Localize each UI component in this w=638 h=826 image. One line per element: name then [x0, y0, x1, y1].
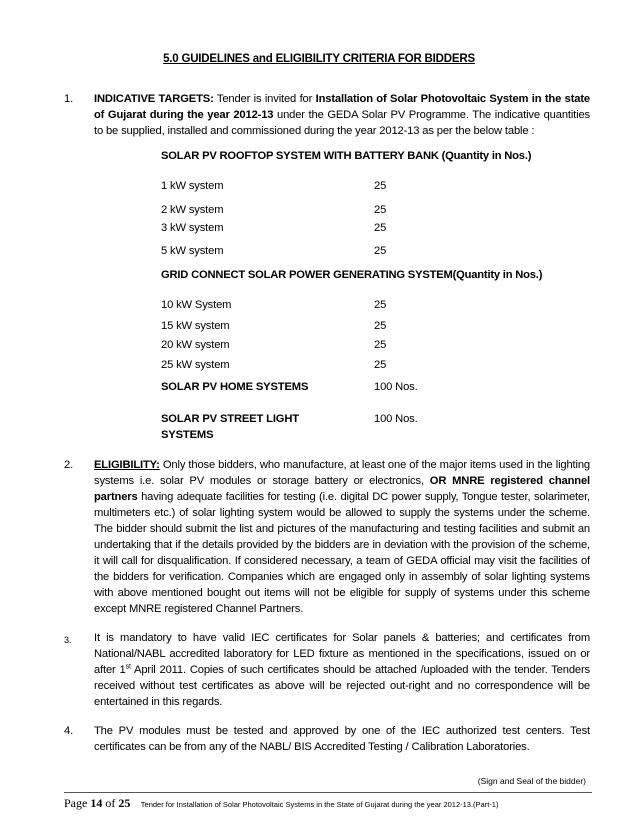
page-footer: [64, 794, 498, 812]
system-cell: 15 kW system: [161, 320, 230, 332]
page-total: 25: [118, 796, 131, 810]
system-cell: SOLAR PV STREET LIGHT: [161, 413, 299, 425]
item-text: Tender is invited for: [213, 93, 316, 105]
system-cell: 5 kW system: [161, 245, 224, 257]
item-eligibility: [66, 457, 590, 617]
qty-cell: 25: [374, 222, 387, 234]
page-title: 5.0 GUIDELINES and ELIGIBILITY CRITERIA FOR BIDDERS: [163, 53, 475, 65]
footer-divider: [64, 792, 592, 793]
item-text: The PV modules must be tested and approved by one of the IEC authorized test centers. Test certificates can be from any of the NABL/ BIS Accredited Testing / Calibration Laboratories.: [94, 725, 590, 753]
system-cell: 20 kW system: [161, 339, 230, 351]
item-pv-modules: [66, 723, 590, 755]
item-number: 1.: [64, 93, 74, 105]
system-cell: 3 kW system: [161, 222, 224, 234]
item-label: INDICATIVE TARGETS:: [94, 93, 214, 105]
tender-title: Tender for Installation of Solar Photovoltaic Systems in the State of Gujarat during the year 2012-13.(Part-1): [140, 800, 499, 809]
qty-cell: 25: [374, 359, 387, 371]
qty-cell: 100 Nos.: [374, 413, 418, 425]
qty-cell: 25: [374, 245, 387, 257]
system-cell: SYSTEMS: [161, 429, 214, 441]
seal-note: (Sign and Seal of the bidder): [477, 776, 586, 786]
grid-connect-section-header: GRID CONNECT SOLAR POWER GENERATING SYSTEM(Quantity in Nos.): [161, 269, 543, 281]
qty-cell: 25: [374, 204, 387, 216]
item-text: It is mandatory to have valid IEC certificates for Solar panels & batteries; and certificates from National/NABL accredited laboratory for LED fixture as mentioned in the specifications, issued on or after 1: [94, 632, 590, 676]
item-number: 3.: [64, 635, 72, 645]
item-number: 4.: [64, 725, 74, 737]
system-cell: SOLAR PV HOME SYSTEMS: [161, 381, 309, 393]
item-label: ELIGIBILITY:: [94, 459, 160, 471]
system-cell: 1 kW system: [161, 180, 224, 192]
qty-cell: 25: [374, 180, 387, 192]
system-cell: 2 kW system: [161, 204, 224, 216]
item-text: April 2011. Copies of such certificates should be attached /uploaded with the tender. Tenders received without test certificates as above will be rejected out-right and no correspondence will be entertained in this regards.: [94, 664, 590, 708]
page-indicator: [64, 796, 130, 810]
item-text: Only those bidders, who manufacture, at least one of the major items used in the lighting systems i.e. solar PV modules or storage battery or electronics,: [94, 459, 590, 487]
system-cell: 25 kW system: [161, 359, 230, 371]
item-indicative-targets: [66, 91, 590, 139]
item-text: under the GEDA Solar PV Programme. The indicative quantities to be supplied, installed and commissioned during the year 2012-13 as per the below table :: [94, 109, 590, 137]
item-certificates: [66, 630, 590, 710]
page-number: 14: [90, 796, 103, 810]
item-bold-text: Installation of Solar Photovoltaic System in the state of Gujarat during the year 2012-13: [94, 93, 590, 121]
item-number: 2.: [64, 459, 74, 471]
rooftop-section-header: SOLAR PV ROOFTOP SYSTEM WITH BATTERY BANK (Quantity in Nos.): [161, 150, 532, 162]
item-text: having adequate facilities for testing (i.e. digital DC power supply, Tongue tester, solarimeter, multimeters etc.) of solar lighting system would be allowed to supply the systems under the scheme. The bidder should submit the list and pictures of the manufacturing and testing facilities and submit an undertaking that if the details provided by the bidders are in deviation with the provision of the scheme, it will call for disqualification. If considered necessary, a team of GEDA official may visit the facilities of the bidders for verification. Companies which are engaged only in assembly of solar lighting systems with above mentioned bought out items will not be eligible for supply of systems under this scheme except MNRE registered Channel Partners.: [94, 491, 590, 615]
qty-cell: 100 Nos.: [374, 381, 418, 393]
qty-cell: 25: [374, 299, 387, 311]
of-word: of: [102, 796, 119, 810]
qty-cell: 25: [374, 320, 387, 332]
qty-cell: 25: [374, 339, 387, 351]
page-word: Page: [64, 796, 91, 810]
system-cell: 10 kW System: [161, 299, 232, 311]
superscript: st: [125, 663, 131, 671]
item-bold-text: OR MNRE registered channel partners: [94, 475, 590, 503]
